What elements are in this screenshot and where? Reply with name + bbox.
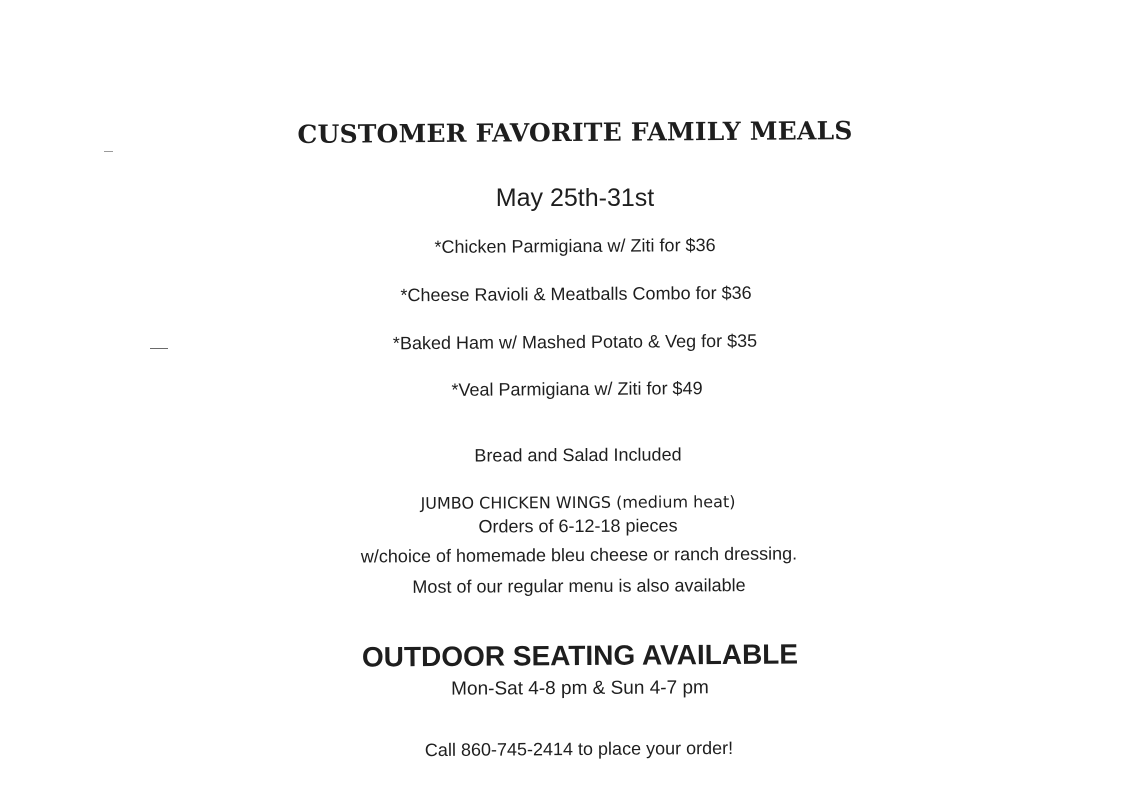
call-to-order: Call 860-745-2414 to place your order! (424, 737, 734, 761)
regular-menu-note: Most of our regular menu is also available (412, 575, 746, 597)
wings-choice: w/choice of homemade bleu cheese or ranch dressing. (360, 543, 798, 567)
scan-speck (104, 151, 113, 152)
flyer-title: CUSTOMER FAVORITE FAMILY MEALS (297, 116, 853, 149)
menu-item: *Baked Ham w/ Mashed Potato & Veg for $35 (392, 330, 758, 354)
date-range: May 25th-31st (495, 184, 655, 212)
wings-orders: Orders of 6-12-18 pieces (478, 515, 678, 537)
menu-item: *Chicken Parmigiana w/ Ziti for $36 (434, 235, 716, 257)
wings-title: JUMBO CHICKEN WINGS (medium heat) (420, 492, 736, 513)
menu-item: *Cheese Ravioli & Meatballs Combo for $36 (400, 282, 752, 306)
outdoor-seating-heading: OUTDOOR SEATING AVAILABLE (361, 638, 799, 673)
menu-item: *Veal Parmigiana w/ Ziti for $49 (451, 378, 703, 400)
outdoor-hours: Mon-Sat 4-8 pm & Sun 4-7 pm (451, 677, 709, 700)
included-note: Bread and Salad Included (474, 444, 682, 466)
